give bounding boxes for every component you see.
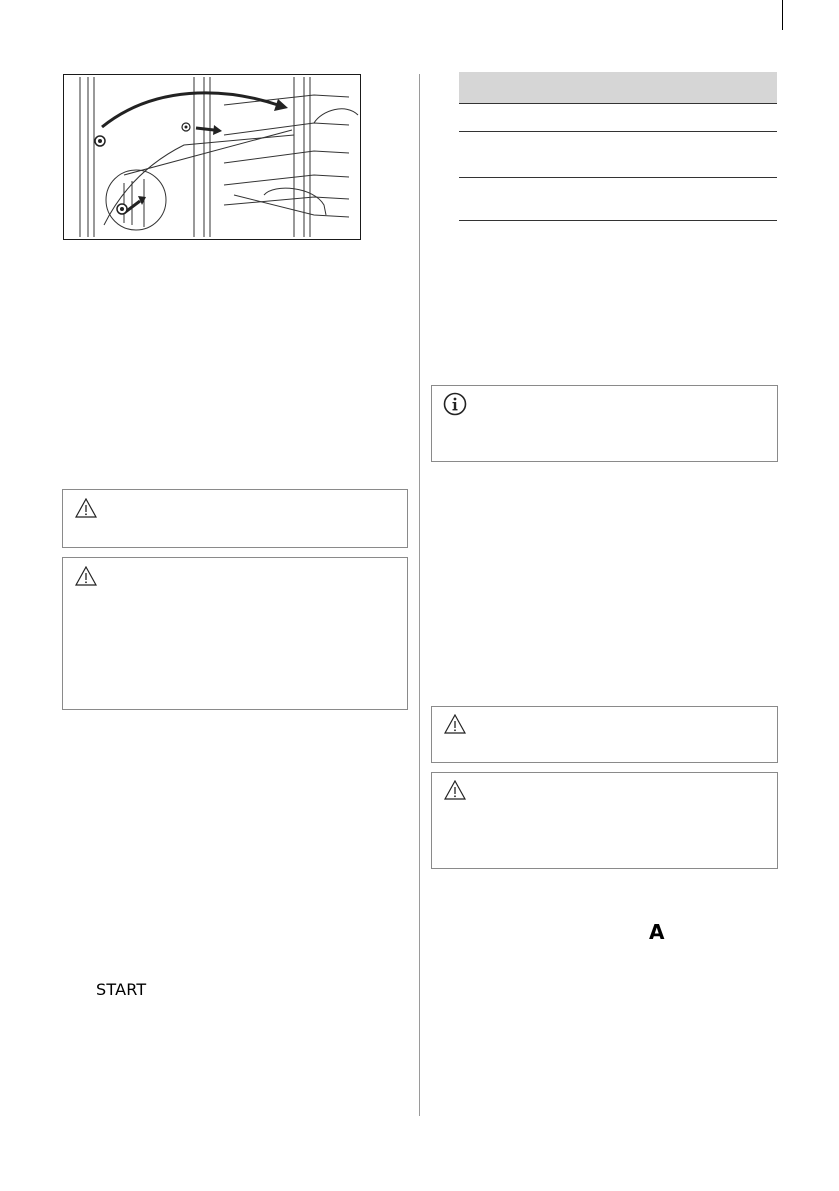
warning-triangle-icon (75, 498, 97, 518)
table-row-divider (459, 220, 777, 221)
warning-triangle-icon (444, 714, 466, 734)
table-row-divider (459, 177, 777, 178)
column-divider (419, 74, 420, 1116)
warning-box-short (62, 489, 408, 548)
warning-box-tall (62, 557, 408, 710)
info-circle-icon (443, 392, 467, 416)
warning-box-short (431, 706, 778, 763)
shelf-support-illustration (63, 74, 361, 240)
a-symbol: A (649, 920, 665, 944)
warning-triangle-icon (75, 566, 97, 586)
data-table (459, 72, 777, 224)
warning-triangle-icon (444, 780, 466, 800)
table-row-divider (459, 131, 777, 132)
start-button-label: START (96, 980, 147, 999)
table-header-row (459, 72, 777, 104)
warning-box-tall (431, 772, 778, 869)
info-box (431, 385, 778, 462)
page-corner-mark (782, 0, 783, 30)
